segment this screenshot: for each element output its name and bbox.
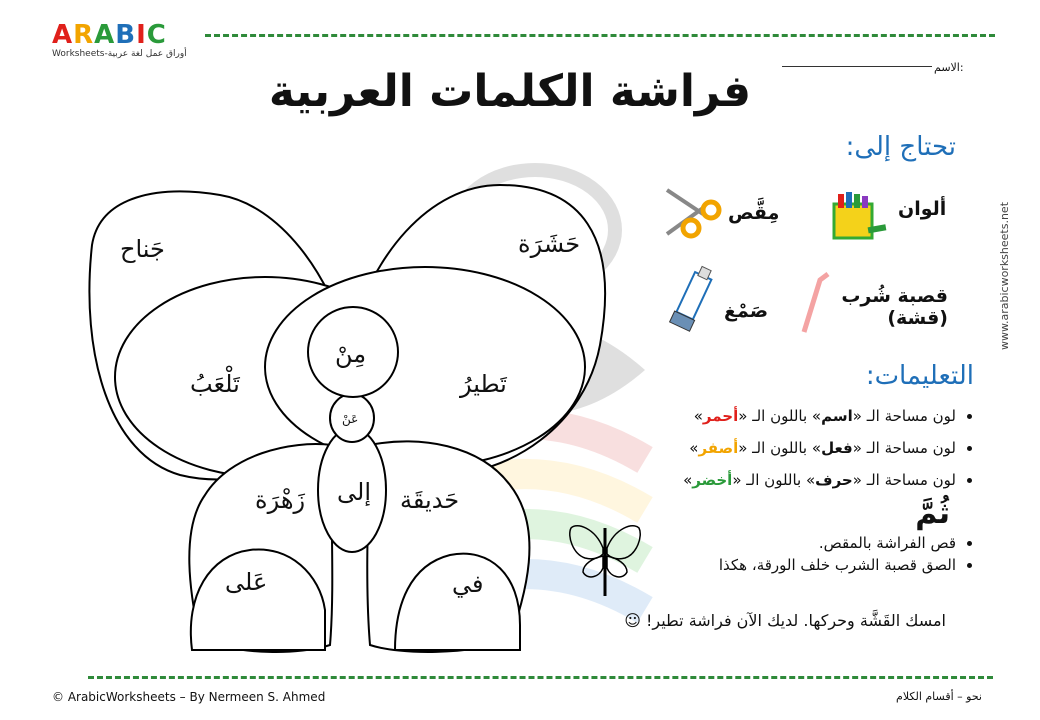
word-an[interactable]: عَنْ xyxy=(342,412,359,426)
word-tateer[interactable]: تَطيرُ xyxy=(460,370,507,398)
word-hashara[interactable]: حَشَرَة xyxy=(518,230,581,258)
step-item: • الصق قصبة الشرب خلف الورقة، هكذا xyxy=(654,556,956,574)
word-ala[interactable]: عَلى xyxy=(225,568,268,596)
step-item: • قص الفراشة بالمقص. xyxy=(654,534,956,552)
word-min[interactable]: مِنْ xyxy=(335,340,367,368)
material-colors-label: ألوان xyxy=(898,198,947,220)
final-instruction: امسك القَشَّة وحركها. لديك الآن فراشة تطير! ☺ xyxy=(624,611,946,630)
instructions-list xyxy=(534,406,974,502)
then-heading: ثُمَّ xyxy=(915,496,950,531)
name-label: الاسم: xyxy=(934,61,964,74)
material-glue-label: صَمْغ xyxy=(724,300,769,322)
side-url[interactable]: www.arabicworksheets.net xyxy=(998,201,1011,350)
material-scissors-label: مِقَّص xyxy=(728,202,780,224)
footer-topic: نحو – أقسام الكلام xyxy=(896,690,982,703)
word-talab[interactable]: تَلْعَبُ xyxy=(190,370,240,398)
top-dashed-divider xyxy=(205,34,995,37)
footer-credit: © ArabicWorksheets – By Nermeen S. Ahmed xyxy=(52,690,326,704)
glue-icon xyxy=(668,262,720,334)
word-zahra[interactable]: زَهْرَة xyxy=(255,486,306,514)
word-ila[interactable]: إلى xyxy=(337,478,371,506)
scissors-icon xyxy=(663,184,723,242)
bottom-dashed-divider xyxy=(88,676,993,679)
logo-brand: ARABIC xyxy=(52,20,167,50)
butterfly-straw-icon xyxy=(565,518,645,598)
instructions-heading: التعليمات: xyxy=(865,361,974,391)
straw-icon xyxy=(798,270,838,336)
logo-subtitle: Worksheets-أوراق عمل لغة عربية xyxy=(52,49,187,59)
instruction-item: • لون مساحة الـ «حرف» باللون الـ «أخضر» xyxy=(534,470,956,490)
page-title: فراشة الكلمات العربية xyxy=(268,66,752,117)
material-straw-label: قصبة شُرب (قشة) xyxy=(841,285,948,329)
instruction-item: • لون مساحة الـ «فعل» باللون الـ «أصفر» xyxy=(534,438,956,458)
logo xyxy=(52,22,202,64)
word-hadeeqa[interactable]: حَديقَة xyxy=(400,486,460,514)
materials-heading: تحتاج إلى: xyxy=(845,132,956,162)
word-janah[interactable]: جَناح xyxy=(120,235,165,263)
word-fi[interactable]: في xyxy=(452,570,484,598)
steps-list xyxy=(654,534,974,578)
crayons-icon xyxy=(828,188,888,243)
name-field-line[interactable] xyxy=(782,66,932,67)
instruction-item: • لون مساحة الـ «اسم» باللون الـ «أحمر» xyxy=(534,406,956,426)
